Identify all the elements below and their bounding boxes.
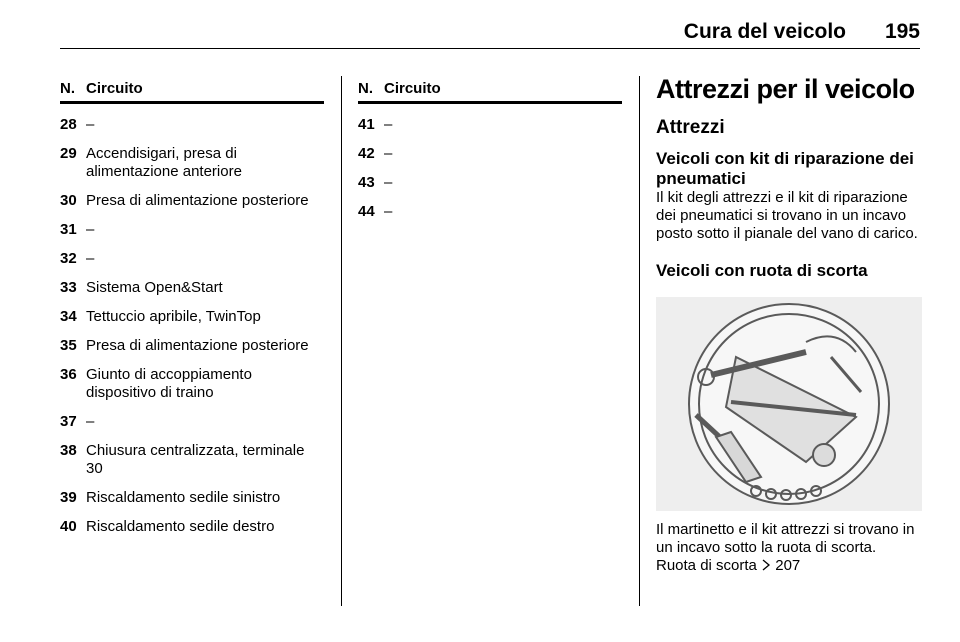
kit-heading: Veicoli con kit di riparazione dei pneumatici [656,149,914,188]
section-subtitle: Attrezzi [656,117,725,138]
circuit-name: Presa di alimentazione posteriore [86,192,309,209]
table-row [60,366,324,402]
table-body [60,104,324,536]
kit-text: Il kit degli attrezzi e il kit di riparazione dei pneumatici si trovano in un incavo posto sotto il pianale del vano di carico. [656,189,918,242]
column-divider [639,76,640,606]
circuit-name: Accendisigari, presa di alimentazione anteriore [86,145,242,180]
fuse-number: 30 [60,192,77,209]
column-header-number: N. [60,80,75,97]
circuit-name: – [384,203,393,220]
fuse-table-left [60,80,324,536]
circuit-name: Riscaldamento sedile destro [86,518,275,535]
tool-kit-illustration [656,297,922,511]
table-row [60,279,324,297]
column-header-circuit: Circuito [86,80,143,97]
arrow-right-icon [761,559,771,571]
table-row [60,221,324,239]
table-header [358,80,622,104]
fuse-number: 42 [358,145,375,162]
circuit-name: – [86,413,95,430]
table-header [60,80,324,104]
section-title: Attrezzi per il veicolo [656,74,915,104]
column-divider [341,76,342,606]
fuse-number: 28 [60,116,77,133]
circuit-name: – [384,116,393,133]
tools-section [656,74,922,575]
circuit-name: Tettuccio apribile, TwinTop [86,308,261,325]
table-row [60,518,324,536]
fuse-number: 35 [60,337,77,354]
fuse-number: 39 [60,489,77,506]
page-header [60,14,920,49]
circuit-name: – [384,174,393,191]
fuse-number: 34 [60,308,77,325]
table-row [358,174,622,192]
spare-wheel-heading: Veicoli con ruota di scorta [656,261,868,280]
fuse-number: 31 [60,221,77,238]
fuse-number: 33 [60,279,77,296]
chapter-title: Cura del veicolo [683,20,846,43]
circuit-name: Riscaldamento sedile sinistro [86,489,281,506]
circuit-name: – [86,221,95,238]
fuse-table-right [358,80,622,221]
table-row [60,442,324,478]
reference-label: Ruota di scorta [656,557,757,574]
table-row [60,413,324,431]
cross-reference[interactable] [656,557,922,575]
table-row [60,308,324,326]
table-row [60,489,324,507]
circuit-name: Sistema Open&Start [86,279,223,296]
table-row [358,116,622,134]
reference-page: 207 [775,557,801,574]
column-header-circuit: Circuito [384,80,441,97]
fuse-number: 41 [358,116,375,133]
table-row [60,145,324,181]
fuse-number: 38 [60,442,77,459]
table-row [60,116,324,134]
table-row [358,145,622,163]
fuse-number: 43 [358,174,375,191]
table-body [358,104,622,221]
table-row [358,203,622,221]
circuit-name: Chiusura centralizzata, terminale 30 [86,442,305,477]
circuit-name: Giunto di accoppiamento dispositivo di traino [86,366,252,401]
circuit-name: Presa di alimentazione posteriore [86,337,309,354]
fuse-number: 44 [358,203,375,220]
column-header-number: N. [358,80,373,97]
fuse-number: 32 [60,250,77,267]
table-row [60,337,324,355]
table-row [60,192,324,210]
fuse-number: 37 [60,413,77,430]
fuse-number: 36 [60,366,77,383]
spare-wheel-text: Il martinetto e il kit attrezzi si trovano in un incavo sotto la ruota di scorta. [656,521,915,556]
circuit-name: – [384,145,393,162]
bolt-adapter-icon [813,444,835,466]
fuse-number: 40 [60,518,77,535]
page-number: 195 [884,20,920,43]
circuit-name: – [86,250,95,267]
fuse-number: 29 [60,145,77,162]
circuit-name: – [86,116,95,133]
table-row [60,250,324,268]
